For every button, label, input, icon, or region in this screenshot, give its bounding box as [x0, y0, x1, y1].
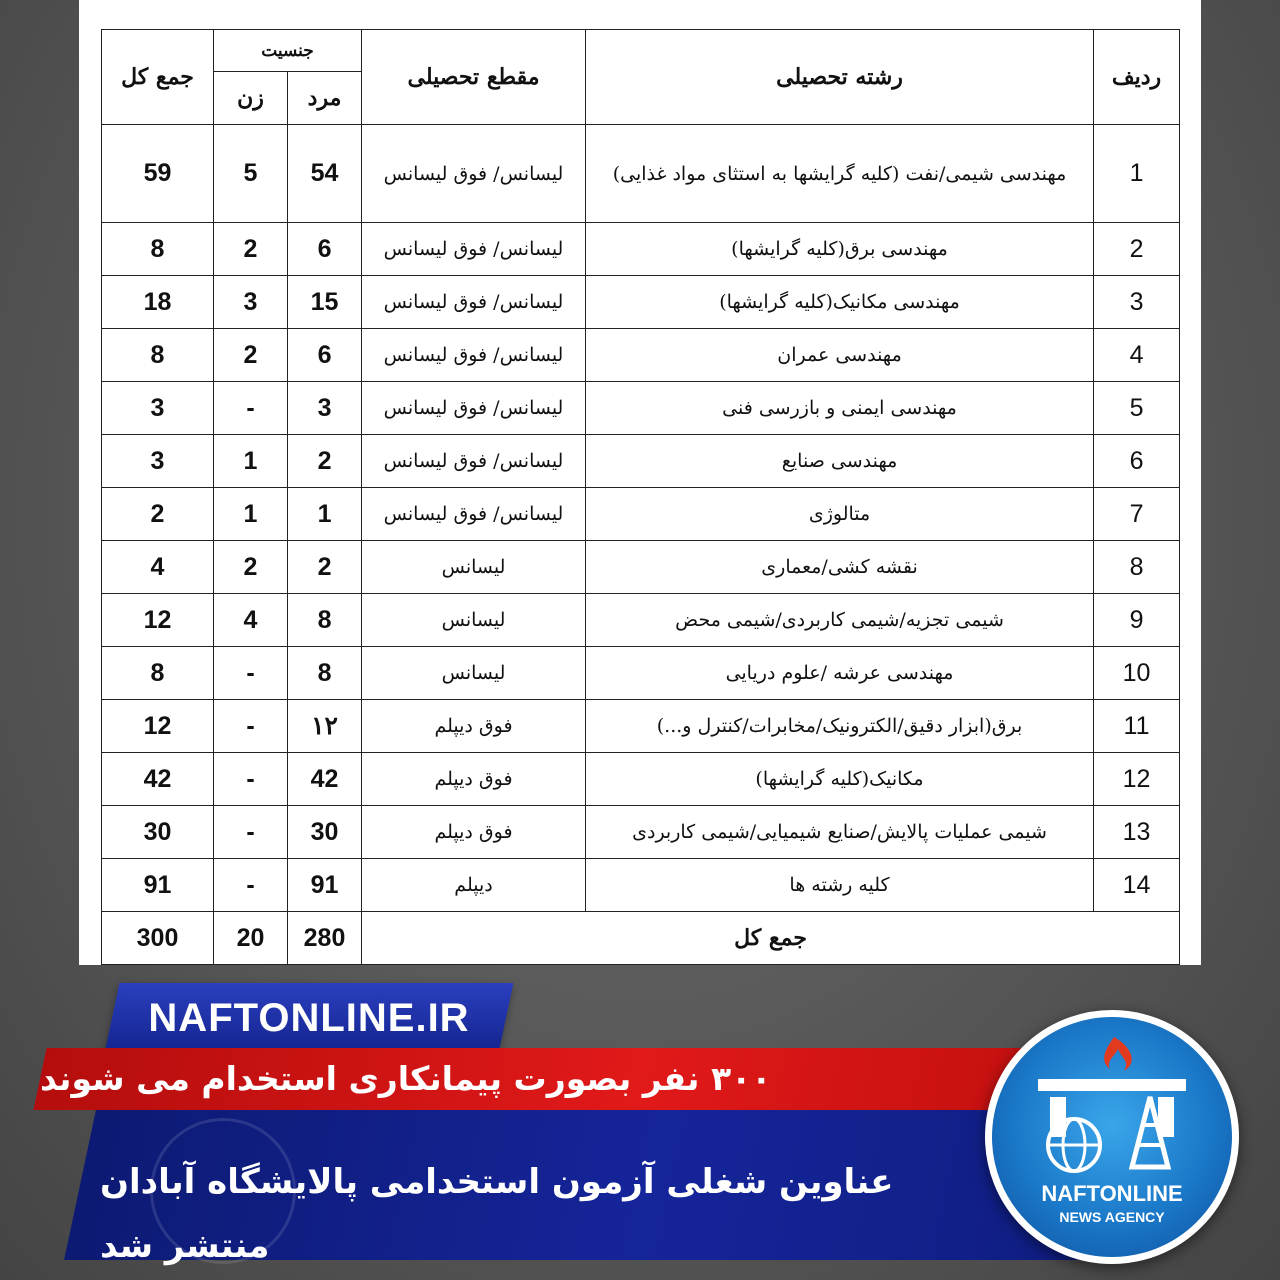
field-cell: مهندسی برق(کلیه گرایشها)	[586, 223, 1094, 276]
total-cell: 2	[102, 488, 214, 541]
total-cell: 8	[102, 329, 214, 382]
field-cell: شیمی عملیات پالایش/صنایع شیمیایی/شیمی کاربردی	[586, 806, 1094, 859]
row-number: 1	[1094, 125, 1180, 223]
female-cell: -	[214, 647, 288, 700]
degree-cell: فوق دیپلم	[362, 753, 586, 806]
degree-cell: لیسانس/ فوق لیسانس	[362, 125, 586, 223]
total-cell: 12	[102, 594, 214, 647]
female-cell: 3	[214, 276, 288, 329]
degree-cell: فوق دیپلم	[362, 700, 586, 753]
total-cell: 3	[102, 382, 214, 435]
headline: ۳۰۰ نفر بصورت پیمانکاری استخدام می شوند	[40, 1059, 772, 1098]
female-cell: -	[214, 382, 288, 435]
female-cell: -	[214, 806, 288, 859]
male-cell: 1	[288, 488, 362, 541]
field-cell: مهندسی عمران	[586, 329, 1094, 382]
field-cell: برق(ابزار دقیق/الکترونیک/مخابرات/کنترل و...)	[586, 700, 1094, 753]
degree-cell: دیپلم	[362, 859, 586, 912]
total-cell: 42	[102, 753, 214, 806]
row-number: 14	[1094, 859, 1180, 912]
table-row	[102, 700, 1180, 753]
row-number: 8	[1094, 541, 1180, 594]
female-cell: 2	[214, 329, 288, 382]
oil-derrick-icon	[992, 1017, 1232, 1187]
field-cell: مکانیک(کلیه گرایشها)	[586, 753, 1094, 806]
table-row	[102, 753, 1180, 806]
female-cell: -	[214, 859, 288, 912]
header-gender: جنسیت	[214, 30, 362, 72]
male-cell: 8	[288, 594, 362, 647]
header-field: رشته تحصیلی	[586, 30, 1094, 125]
row-number: 9	[1094, 594, 1180, 647]
logo-name: NAFTONLINE	[1041, 1181, 1183, 1206]
table-row	[102, 382, 1180, 435]
field-cell: مهندسی ایمنی و بازرسی فنی	[586, 382, 1094, 435]
female-cell: 2	[214, 541, 288, 594]
row-number: 7	[1094, 488, 1180, 541]
degree-cell: لیسانس/ فوق لیسانس	[362, 329, 586, 382]
table-row	[102, 647, 1180, 700]
total-cell: 8	[102, 223, 214, 276]
male-cell: 2	[288, 435, 362, 488]
field-cell: مهندسی مکانیک(کلیه گرایشها)	[586, 276, 1094, 329]
field-cell: مهندسی صنایع	[586, 435, 1094, 488]
header-female: زن	[214, 72, 288, 125]
total-cell: 12	[102, 700, 214, 753]
male-cell: 42	[288, 753, 362, 806]
degree-cell: لیسانس/ فوق لیسانس	[362, 382, 586, 435]
row-number: 6	[1094, 435, 1180, 488]
header-total: جمع کل	[102, 30, 214, 125]
degree-cell: فوق دیپلم	[362, 806, 586, 859]
male-cell: 2	[288, 541, 362, 594]
row-number: 11	[1094, 700, 1180, 753]
male-cell: ۱۲	[288, 700, 362, 753]
subheadline: عناوین شغلی آزمون استخدامی پالایشگاه آبادان منتشر شد	[100, 1162, 894, 1266]
table-row	[102, 125, 1180, 223]
total-cell: 8	[102, 647, 214, 700]
degree-cell: لیسانس	[362, 541, 586, 594]
total-cell: 4	[102, 541, 214, 594]
row-number: 13	[1094, 806, 1180, 859]
total-cell: 3	[102, 435, 214, 488]
male-cell: 30	[288, 806, 362, 859]
total-all: 300	[102, 912, 214, 965]
male-cell: 91	[288, 859, 362, 912]
female-cell: -	[214, 700, 288, 753]
header-row-number: ردیف	[1094, 30, 1180, 125]
table-row	[102, 806, 1180, 859]
row-number: 2	[1094, 223, 1180, 276]
jobs-table	[101, 29, 1180, 965]
table-row	[102, 541, 1180, 594]
logo-sub: NEWS AGENCY	[1059, 1209, 1165, 1225]
total-row	[102, 912, 1180, 965]
field-cell: نقشه کشی/معماری	[586, 541, 1094, 594]
degree-cell: لیسانس/ فوق لیسانس	[362, 488, 586, 541]
male-cell: 6	[288, 223, 362, 276]
field-cell: متالوژی	[586, 488, 1094, 541]
total-cell: 59	[102, 125, 214, 223]
degree-cell: لیسانس/ فوق لیسانس	[362, 223, 586, 276]
female-cell: 4	[214, 594, 288, 647]
table-row	[102, 488, 1180, 541]
header-degree: مقطع تحصیلی	[362, 30, 586, 125]
field-cell: مهندسی شیمی/نفت (کلیه گرایشها به استثای مواد غذایی)	[586, 125, 1094, 223]
total-male: 280	[288, 912, 362, 965]
table-row	[102, 329, 1180, 382]
row-number: 12	[1094, 753, 1180, 806]
total-female: 20	[214, 912, 288, 965]
total-label: جمع کل	[362, 912, 1180, 965]
row-number: 10	[1094, 647, 1180, 700]
document-sheet	[79, 0, 1201, 965]
table-row	[102, 276, 1180, 329]
field-cell: کلیه رشته ها	[586, 859, 1094, 912]
field-cell: مهندسی عرشه /علوم دریایی	[586, 647, 1094, 700]
site-url: NAFTONLINE.IR	[148, 996, 470, 1040]
field-cell: شیمی تجزیه/شیمی کاربردی/شیمی محض	[586, 594, 1094, 647]
table-row	[102, 223, 1180, 276]
table-row	[102, 859, 1180, 912]
flame-icon	[1104, 1037, 1132, 1071]
female-cell: 5	[214, 125, 288, 223]
female-cell: -	[214, 753, 288, 806]
female-cell: 2	[214, 223, 288, 276]
degree-cell: لیسانس/ فوق لیسانس	[362, 435, 586, 488]
male-cell: 3	[288, 382, 362, 435]
degree-cell: لیسانس	[362, 594, 586, 647]
table-row	[102, 435, 1180, 488]
male-cell: 8	[288, 647, 362, 700]
total-cell: 18	[102, 276, 214, 329]
total-cell: 91	[102, 859, 214, 912]
row-number: 4	[1094, 329, 1180, 382]
degree-cell: لیسانس/ فوق لیسانس	[362, 276, 586, 329]
header-male: مرد	[288, 72, 362, 125]
row-number: 5	[1094, 382, 1180, 435]
total-cell: 30	[102, 806, 214, 859]
naftonline-logo	[985, 1010, 1239, 1264]
table-row	[102, 594, 1180, 647]
male-cell: 6	[288, 329, 362, 382]
female-cell: 1	[214, 488, 288, 541]
male-cell: 54	[288, 125, 362, 223]
male-cell: 15	[288, 276, 362, 329]
row-number: 3	[1094, 276, 1180, 329]
degree-cell: لیسانس	[362, 647, 586, 700]
female-cell: 1	[214, 435, 288, 488]
